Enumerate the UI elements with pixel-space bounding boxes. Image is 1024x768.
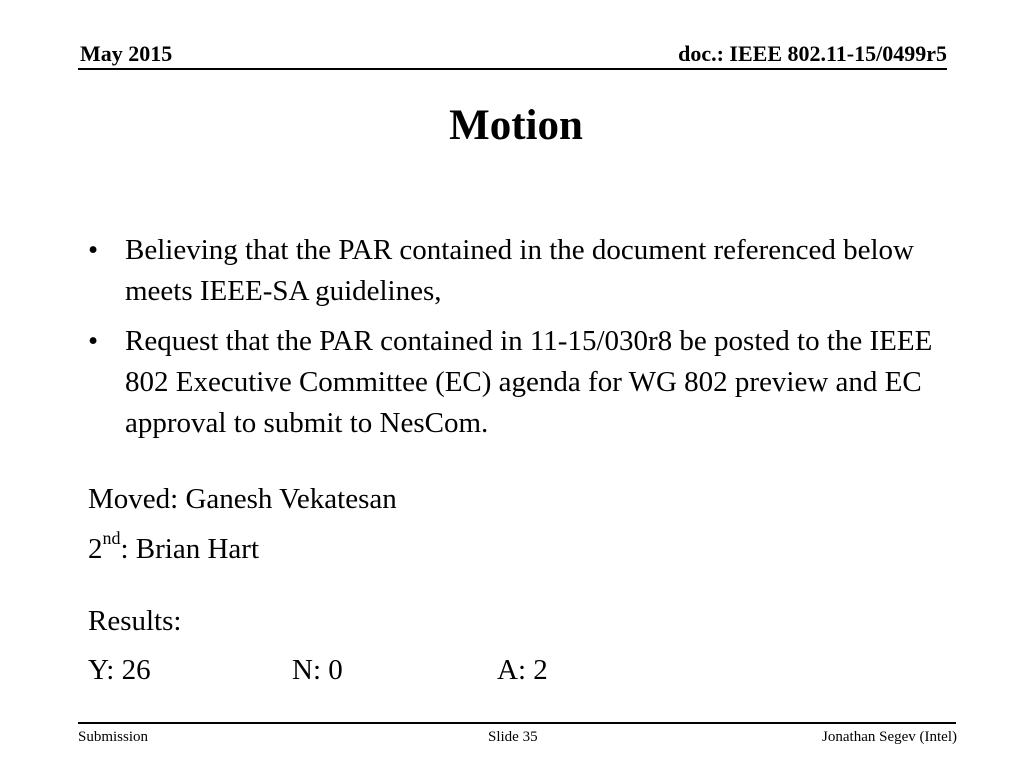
results-label: Results:: [88, 605, 182, 637]
header-divider: [78, 68, 947, 70]
bullet-text: Request that the PAR contained in 11-15/030r8 be posted to the IEEE 802 Executive Committee (EC) agenda for WG 802 preview and EC approval to submit to NesCom.: [125, 325, 933, 439]
seconded-by: [88, 530, 259, 568]
second-superscript: nd: [102, 528, 121, 549]
bullet-item-believing: [88, 230, 938, 312]
bullet-text: Believing that the PAR contained in the document referenced below meets IEEE-SA guidelines,: [125, 234, 914, 307]
second-prefix: 2: [88, 533, 103, 565]
vote-yes: Y: 26: [88, 654, 151, 686]
header-doc-id: doc.: IEEE 802.11-15/0499r5: [678, 41, 947, 66]
slide-title: Motion: [449, 102, 583, 149]
moved-by: Moved: Ganesh Vekatesan: [88, 483, 397, 515]
bullet-dot-icon: •: [88, 234, 99, 266]
header-date: May 2015: [80, 41, 173, 66]
second-text: : Brian Hart: [120, 533, 260, 565]
footer-author: Jonathan Segev (Intel): [822, 729, 957, 745]
footer-slide-number: Slide 35: [488, 729, 538, 745]
bullet-list: [88, 230, 938, 453]
bullet-item-request: [88, 321, 938, 444]
footer-submission: Submission: [78, 729, 149, 745]
bullet-dot-icon: •: [88, 325, 99, 357]
vote-no: N: 0: [292, 654, 343, 686]
vote-abstain: A: 2: [497, 654, 548, 686]
footer-divider: [78, 722, 956, 724]
